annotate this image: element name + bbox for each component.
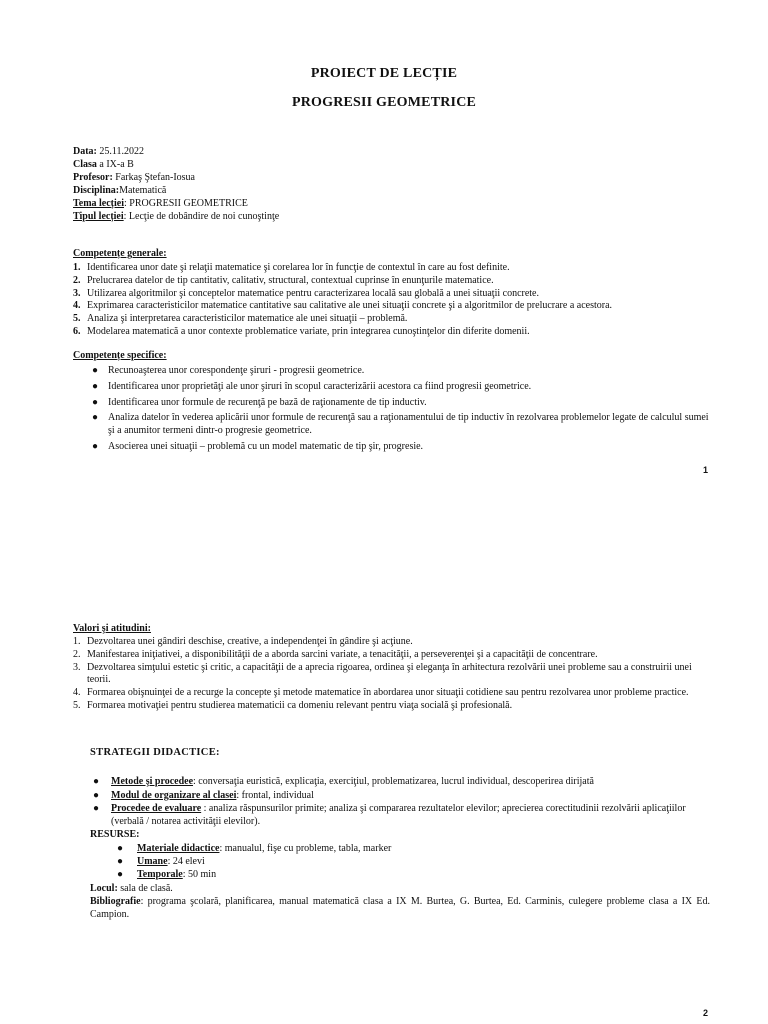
detail-teacher (73, 171, 279, 184)
bullet-icon: ● (92, 396, 99, 408)
detail-value: : Lecţie de dobândire de noi cunoştinţe (123, 211, 280, 222)
page-2 (0, 500, 768, 1024)
item-text: Modelarea matematică a unor contexte problematice variate, prin integrarea cunoştinţelor din diferite domenii. (87, 325, 530, 337)
detail-value: Farkaş Ştefan-Iosua (112, 172, 195, 183)
item-number: 1. (73, 636, 81, 647)
item-text: Manifestarea iniţiativei, a disponibilităţii de a aborda sarcini variate, a tenacităţii, a perseverenţei şi a capacităţii de concentrare. (87, 648, 598, 660)
detail-class (73, 158, 279, 171)
list-item (117, 842, 677, 855)
detail-topic (73, 197, 279, 210)
item-number: 1. (73, 262, 81, 273)
bibliography-label: Bibliografie (90, 896, 141, 907)
bibliography-text: : programa şcolară, planificarea, manual matematică clasa a IX M. Burtea, G. Burtea, Ed. Carminis, culegere probleme clasa a IX Ed. Campion. (90, 896, 710, 920)
bibliography (90, 895, 710, 921)
list-item (92, 381, 712, 394)
item-label: Umane (137, 856, 168, 867)
list-item (93, 803, 713, 828)
item-text: Formarea motivaţiei pentru studierea matematicii ca domeniu relevant pentru viaţa socială şi profesională. (87, 699, 513, 711)
strategies-list (93, 776, 713, 829)
item-text: Identificarea unor proprietăţi ale unor şiruri în scopul caracterizării acestora ca fiind progresii geometrice. (108, 380, 532, 392)
list-item (73, 700, 713, 713)
detail-value: 25.11.2022 (96, 146, 145, 157)
page-number: 2 (702, 1008, 708, 1018)
page-1 (0, 0, 768, 500)
list-item (93, 776, 713, 789)
detail-discipline (73, 184, 279, 197)
location-line (90, 882, 173, 895)
bullet-icon: ● (92, 365, 99, 376)
detail-value: a IX-a B (96, 159, 134, 170)
bullet-icon: ● (92, 412, 99, 424)
item-text: Recunoaşterea unor corespondenţe şiruri - progresii geometrice. (108, 365, 365, 376)
item-label: Materiale didactice (137, 843, 220, 854)
specific-competences-heading: Competențe specifice: (73, 350, 167, 361)
list-item (92, 412, 712, 438)
detail-value: : PROGRESII GEOMETRICE (124, 198, 248, 209)
location-label: Locul: (90, 883, 118, 894)
bullet-icon: ● (93, 803, 100, 814)
item-text: Identificarea unor formule de recurenţă pe bază de raţionamente de tip inductiv. (108, 396, 427, 408)
list-item (73, 636, 713, 649)
item-number: 5. (73, 699, 81, 711)
item-label: Metode şi procedee (111, 776, 194, 787)
item-number: 4. (73, 687, 81, 699)
item-text: : frontal, individual (236, 789, 314, 801)
lesson-plan-title: PROIECT DE LECȚIE (310, 66, 458, 81)
detail-label: Clasa (73, 159, 97, 170)
lesson-details (73, 145, 279, 223)
list-item (117, 868, 677, 881)
bullet-icon: ● (117, 869, 124, 880)
item-text: : conversaţia euristică, explicaţia, exerciţiul, problematizarea, lucrul individual, descoperirea dirijată (193, 776, 594, 787)
detail-lesson-type (73, 210, 279, 223)
list-item (93, 790, 713, 803)
item-text: Analiza datelor în vederea aplicării unor formule de recurenţă sau a raţionamentului de tip inductiv în rezolvarea problemelor legate de calculul sumei şi a anumitor termeni dintr-o progresie geometrice. (108, 412, 709, 437)
detail-label: Tipul lecției (73, 211, 124, 222)
item-text: : 24 elevi (167, 856, 205, 867)
detail-label: Disciplina: (73, 185, 120, 196)
item-text: Formarea obişnuinţei de a recurge la concepte şi metode matematice în abordarea unor situaţii cotidiene sau pentru rezolvarea unor probleme practice. (87, 687, 689, 699)
item-number: 3. (73, 661, 81, 673)
item-text: : manualul, fişe cu probleme, tabla, marker (219, 843, 392, 854)
bullet-icon: ● (92, 440, 99, 452)
lesson-topic-title: PROGRESII GEOMETRICE (291, 95, 477, 110)
bullet-icon: ● (93, 776, 100, 787)
list-item (92, 441, 712, 454)
item-label: Temporale (137, 869, 183, 880)
list-item (92, 397, 712, 410)
bullet-icon: ● (92, 380, 99, 392)
strategies-heading: STRATEGII DIDACTICE: (90, 747, 220, 758)
list-item (73, 313, 713, 326)
general-competences-list (73, 262, 713, 339)
detail-label: Tema lecției (73, 198, 125, 209)
list-item (73, 300, 713, 313)
item-text: Asocierea unei situaţii – problemă cu un model matematic de tip şir, progresie. (108, 440, 424, 452)
location-text: sala de clasă. (117, 883, 173, 894)
detail-value: Matematică (119, 185, 167, 196)
values-list (73, 636, 713, 713)
values-heading: Valori şi atitudini: (73, 623, 151, 634)
item-text: Utilizarea algoritmilor şi conceptelor matematice pentru caracterizarea locală sau globală a unei situaţii concrete. (87, 287, 539, 299)
detail-label: Data: (73, 146, 97, 157)
item-number: 6. (73, 325, 81, 337)
item-number: 3. (73, 287, 81, 299)
general-competences-heading: Competențe generale: (73, 248, 167, 259)
list-item (73, 687, 713, 700)
specific-competences-list (92, 365, 712, 457)
item-text: : analiza răspunsurilor primite; analiza şi compararea rezultatelor elevilor; aprecierea corectitudinii rezolvării aplicaţiilor (verbală / notarea activităţii elevilor). (111, 803, 686, 827)
item-text: : 50 min (182, 869, 217, 880)
item-text: Identificarea unor date şi relaţii matematice şi corelarea lor în funcţie de contextul în care au fost definite. (87, 262, 510, 273)
detail-label: Profesor: (73, 172, 113, 183)
item-number: 4. (73, 300, 81, 312)
list-item (92, 365, 712, 378)
resources-list (117, 842, 677, 881)
item-label: Modul de organizare al clasei (111, 789, 237, 801)
bullet-icon: ● (117, 856, 124, 867)
item-label: Procedee de evaluare (111, 803, 202, 814)
list-item (73, 288, 713, 301)
item-text: Analiza şi interpretarea caracteristicilor matematice ale unei situaţii – problemă. (87, 313, 408, 325)
list-item (73, 326, 713, 339)
item-number: 2. (73, 648, 81, 660)
bullet-icon: ● (93, 789, 100, 801)
bullet-icon: ● (117, 843, 124, 854)
list-item (73, 275, 713, 288)
list-item (73, 662, 713, 688)
item-text: Prelucrarea datelor de tip cantitativ, calitativ, structural, contextual cuprinse în enunţurile matematice. (87, 274, 494, 286)
item-number: 5. (73, 313, 81, 325)
item-text: Dezvoltarea unei gândiri deschise, creative, a independenţei în gândire şi acţiune. (87, 636, 413, 647)
detail-date (73, 145, 279, 158)
page-number: 1 (702, 465, 708, 475)
resources-heading: RESURSE: (90, 829, 140, 840)
item-number: 2. (73, 274, 81, 286)
item-text: Exprimarea caracteristicilor matematice cantitative sau calitative ale unei situaţii concrete şi a algoritmilor de prelucrare a acestora. (87, 300, 613, 312)
list-item (73, 649, 713, 662)
list-item (117, 855, 677, 868)
list-item (73, 262, 713, 275)
item-text: Dezvoltarea simţului estetic şi critic, a capacităţii de a aprecia rigoarea, ordinea şi eleganţa în arhitectura rezolvării unei probleme sau a construirii unei teorii. (87, 661, 692, 686)
